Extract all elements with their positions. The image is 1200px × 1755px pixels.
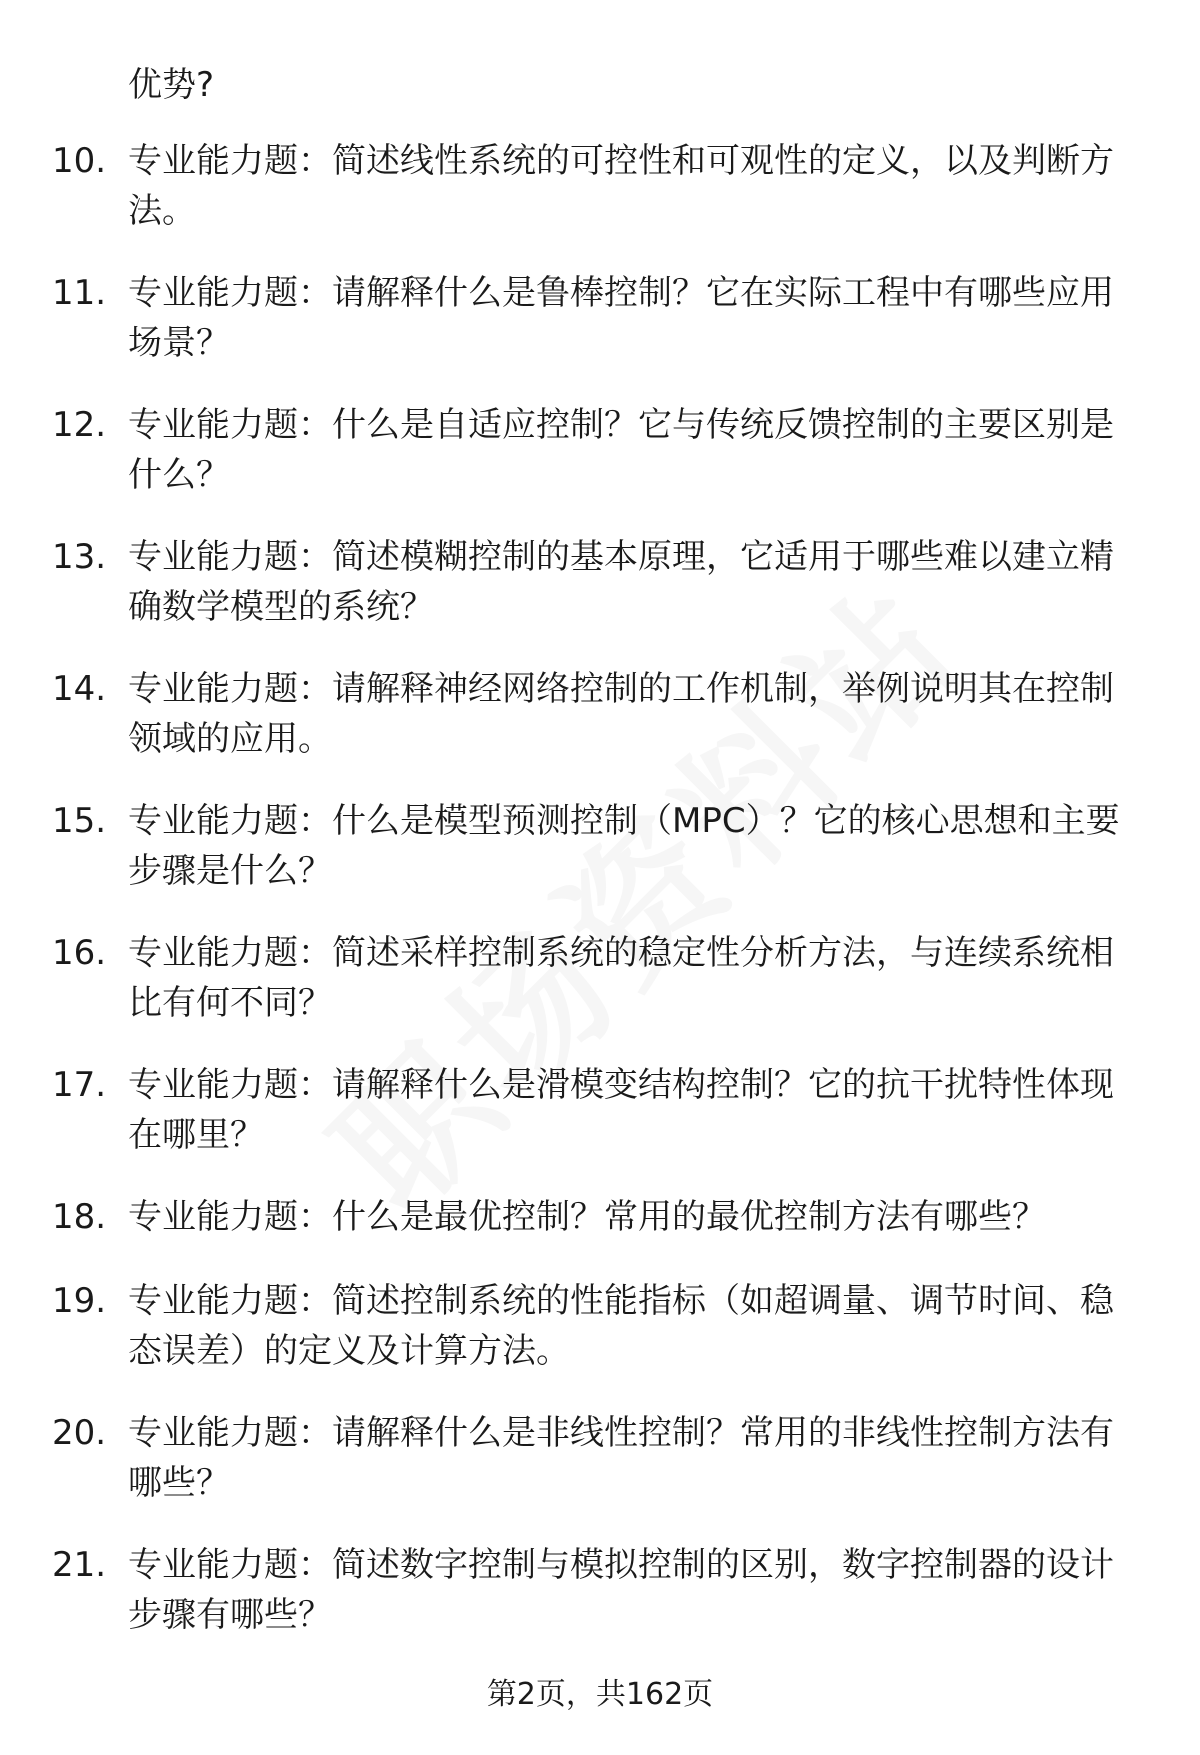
continued-question-text: 优势? [128,65,215,105]
question-item [0,1540,1200,1672]
page-footer: 第2页，共162页 [486,1677,714,1712]
question-item [0,532,1200,664]
question-item [0,1060,1200,1192]
question-list [0,136,1200,1672]
question-text: 专业能力题：简述模糊控制的基本原理，它适用于哪些难以建立精确数学模型的系统？ [128,537,1114,627]
question-item [0,796,1200,928]
question-item [0,136,1200,268]
question-number: 19. [52,1281,107,1321]
question-number: 10. [52,141,107,181]
question-text: 专业能力题：什么是模型预测控制（MPC）？它的核心思想和主要步骤是什么？ [128,801,1120,891]
question-number: 14. [52,669,107,709]
question-number: 13. [52,537,107,577]
question-number: 12. [52,405,107,445]
question-text: 专业能力题：什么是最优控制？常用的最优控制方法有哪些？ [128,1197,1046,1237]
question-text: 专业能力题：请解释什么是非线性控制？常用的非线性控制方法有哪些？ [128,1413,1114,1503]
question-text: 专业能力题：简述线性系统的可控性和可观性的定义，以及判断方法。 [128,141,1114,231]
question-text: 专业能力题：简述采样控制系统的稳定性分析方法，与连续系统相比有何不同？ [128,933,1114,1023]
question-text: 专业能力题：请解释神经网络控制的工作机制，举例说明其在控制领域的应用。 [128,669,1114,759]
question-item [0,1276,1200,1408]
question-number: 16. [52,933,107,973]
question-text: 专业能力题：请解释什么是鲁棒控制？它在实际工程中有哪些应用场景？ [128,273,1114,363]
question-number: 21. [52,1545,107,1585]
question-text: 专业能力题：什么是自适应控制？它与传统反馈控制的主要区别是什么？ [128,405,1114,495]
question-text: 专业能力题：请解释什么是滑模变结构控制？它的抗干扰特性体现在哪里？ [128,1065,1114,1155]
question-item [0,1408,1200,1540]
question-item [0,664,1200,796]
question-text: 专业能力题：简述控制系统的性能指标（如超调量、调节时间、稳态误差）的定义及计算方法。 [128,1281,1114,1371]
question-text: 专业能力题：简述数字控制与模拟控制的区别，数字控制器的设计步骤有哪些？ [128,1545,1114,1635]
question-item [0,400,1200,532]
question-number: 17. [52,1065,107,1105]
question-item [0,1192,1200,1276]
question-number: 18. [52,1197,107,1237]
question-item [0,928,1200,1060]
question-number: 11. [52,273,107,313]
question-number: 15. [52,801,107,841]
question-number: 20. [52,1413,107,1453]
question-item [0,268,1200,400]
